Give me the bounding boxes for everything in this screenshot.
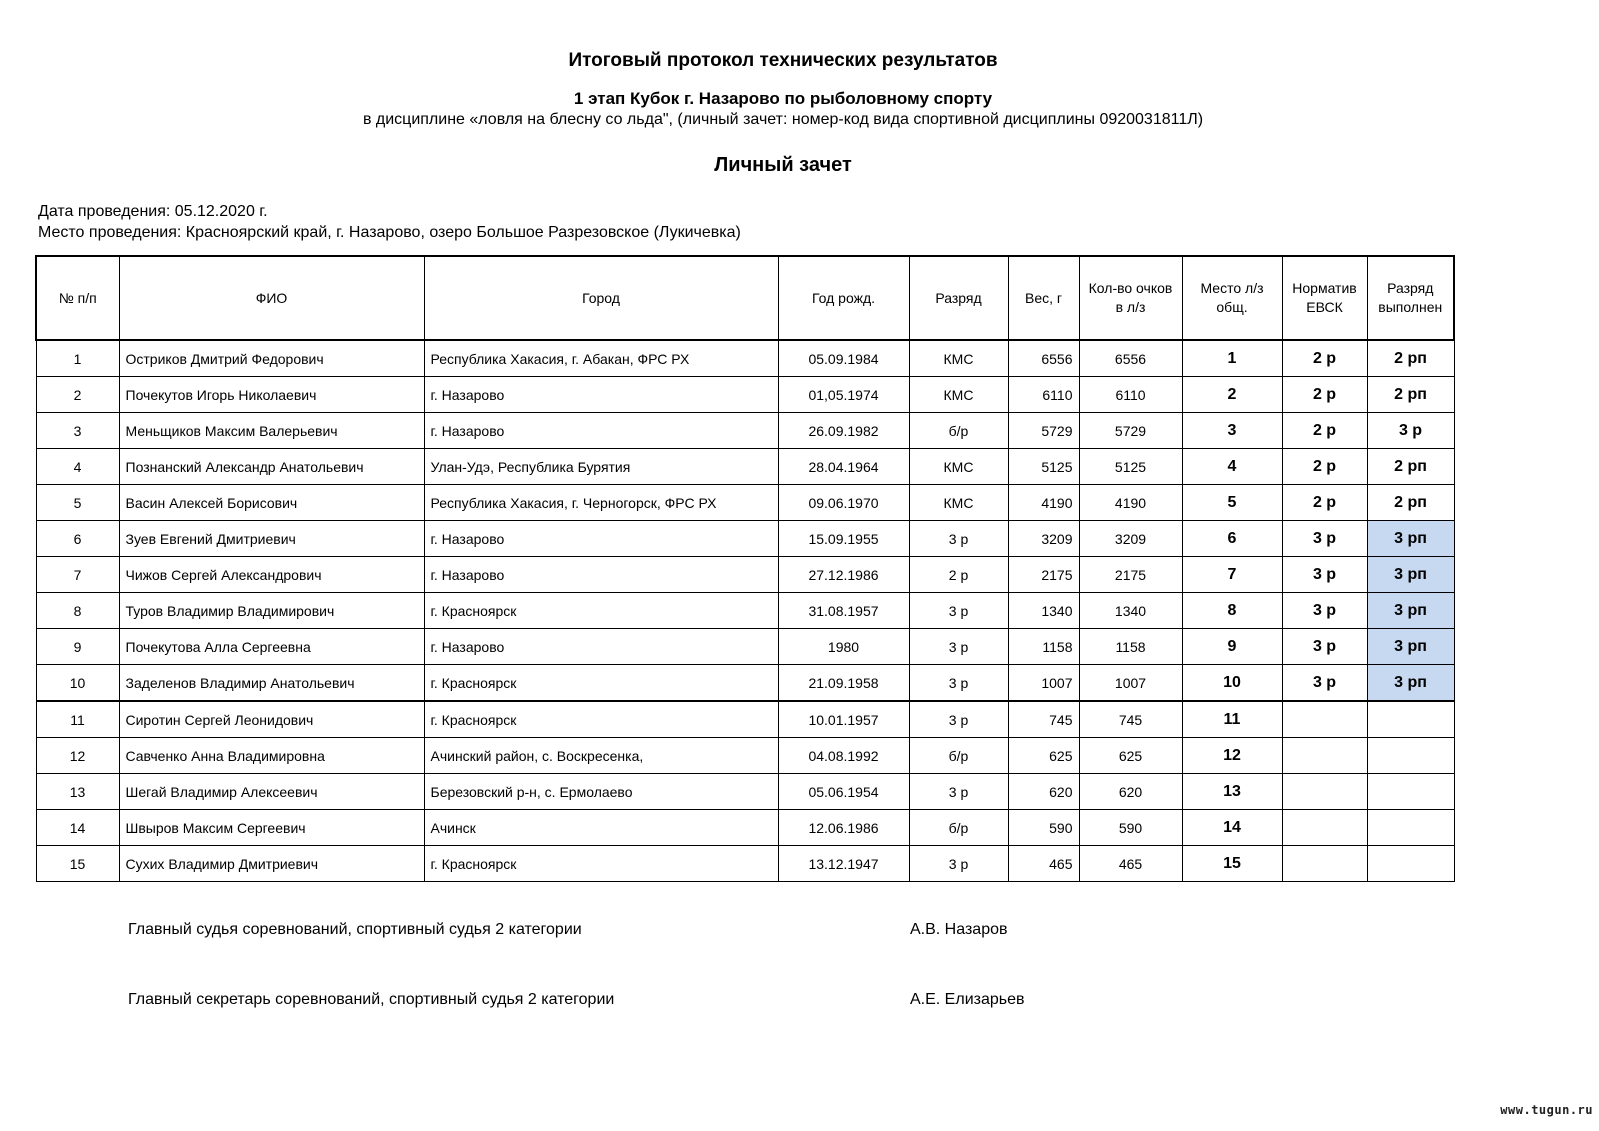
cell-weight: 5729 xyxy=(1008,413,1079,449)
cell-name: Почекутов Игорь Николаевич xyxy=(119,377,424,413)
cell-norm xyxy=(1282,810,1367,846)
cell-birth: 05.09.1984 xyxy=(778,340,909,377)
cell-city: Березовский р-н, с. Ермолаево xyxy=(424,774,778,810)
cell-achieved: 3 рп xyxy=(1367,557,1454,593)
cell-place: 10 xyxy=(1182,665,1282,702)
cell-place: 6 xyxy=(1182,521,1282,557)
cell-number: 11 xyxy=(36,701,119,738)
cell-city: Республика Хакасия, г. Абакан, ФРС РХ xyxy=(424,340,778,377)
cell-achieved: 3 р xyxy=(1367,413,1454,449)
table-row xyxy=(36,846,1454,882)
cell-place: 3 xyxy=(1182,413,1282,449)
cell-weight: 625 xyxy=(1008,738,1079,774)
cell-weight: 590 xyxy=(1008,810,1079,846)
document-title: Итоговый протокол технических результатов xyxy=(568,50,998,71)
cell-place: 12 xyxy=(1182,738,1282,774)
cell-number: 6 xyxy=(36,521,119,557)
cell-name: Васин Алексей Борисович xyxy=(119,485,424,521)
cell-number: 1 xyxy=(36,340,119,377)
cell-points: 625 xyxy=(1079,738,1182,774)
cell-birth: 26.09.1982 xyxy=(778,413,909,449)
table-row xyxy=(36,738,1454,774)
cell-birth: 10.01.1957 xyxy=(778,701,909,738)
cell-norm xyxy=(1282,774,1367,810)
cell-points: 6110 xyxy=(1079,377,1182,413)
cell-number: 2 xyxy=(36,377,119,413)
cell-birth: 21.09.1958 xyxy=(778,665,909,702)
cell-points: 2175 xyxy=(1079,557,1182,593)
cell-place: 2 xyxy=(1182,377,1282,413)
col-header-points: Кол-во очков в л/з xyxy=(1079,256,1182,340)
col-header-number: № п/п xyxy=(36,256,119,340)
cell-weight: 4190 xyxy=(1008,485,1079,521)
cell-city: г. Красноярск xyxy=(424,701,778,738)
cell-place: 13 xyxy=(1182,774,1282,810)
cell-name: Заделенов Владимир Анатольевич xyxy=(119,665,424,702)
cell-place: 15 xyxy=(1182,846,1282,882)
table-row xyxy=(36,665,1454,702)
cell-points: 1340 xyxy=(1079,593,1182,629)
cell-rank: б/р xyxy=(909,810,1008,846)
cell-birth: 15.09.1955 xyxy=(778,521,909,557)
cell-achieved: 2 рп xyxy=(1367,377,1454,413)
col-header-achieved: Разряд выполнен xyxy=(1367,256,1454,340)
cell-number: 12 xyxy=(36,738,119,774)
cell-place: 9 xyxy=(1182,629,1282,665)
cell-weight: 1340 xyxy=(1008,593,1079,629)
cell-city: Ачинск xyxy=(424,810,778,846)
cell-achieved: 2 рп xyxy=(1367,340,1454,377)
cell-number: 15 xyxy=(36,846,119,882)
cell-place: 14 xyxy=(1182,810,1282,846)
col-header-norm: Норматив ЕВСК xyxy=(1282,256,1367,340)
cell-achieved: 3 рп xyxy=(1367,665,1454,702)
cell-place: 4 xyxy=(1182,449,1282,485)
competition-title: 1 этап Кубок г. Назарово по рыболовному спорту xyxy=(573,89,993,108)
cell-weight: 465 xyxy=(1008,846,1079,882)
section-title: Личный зачет xyxy=(714,154,852,176)
cell-achieved xyxy=(1367,701,1454,738)
cell-points: 465 xyxy=(1079,846,1182,882)
cell-rank: 3 р xyxy=(909,629,1008,665)
cell-birth: 27.12.1986 xyxy=(778,557,909,593)
cell-achieved: 3 рп xyxy=(1367,521,1454,557)
cell-weight: 3209 xyxy=(1008,521,1079,557)
cell-name: Остриков Дмитрий Федорович xyxy=(119,340,424,377)
cell-name: Сухих Владимир Дмитриевич xyxy=(119,846,424,882)
cell-number: 13 xyxy=(36,774,119,810)
discipline-line: в дисциплине «ловля на блесну со льда", (личный зачет: номер-код вида спортивной дисциплины 0920031811Л) xyxy=(362,111,1204,128)
col-header-weight: Вес, г xyxy=(1008,256,1079,340)
col-header-rank: Разряд xyxy=(909,256,1008,340)
cell-place: 11 xyxy=(1182,701,1282,738)
cell-place: 1 xyxy=(1182,340,1282,377)
cell-norm: 2 р xyxy=(1282,485,1367,521)
col-header-city: Город xyxy=(424,256,778,340)
event-place: Место проведения: Красноярский край, г. Назарово, озеро Большое Разрезовское (Лукичевка) xyxy=(38,224,741,241)
cell-norm: 2 р xyxy=(1282,377,1367,413)
cell-rank: КМС xyxy=(909,449,1008,485)
cell-norm xyxy=(1282,738,1367,774)
cell-birth: 04.08.1992 xyxy=(778,738,909,774)
cell-norm: 3 р xyxy=(1282,521,1367,557)
col-header-birth: Год рожд. xyxy=(778,256,909,340)
table-row xyxy=(36,557,1454,593)
judge-role: Главный судья соревнований, спортивный судья 2 категории xyxy=(128,921,582,938)
table-header-row xyxy=(36,256,1454,340)
cell-weight: 2175 xyxy=(1008,557,1079,593)
cell-birth: 1980 xyxy=(778,629,909,665)
cell-name: Швыров Максим Сергеевич xyxy=(119,810,424,846)
cell-points: 4190 xyxy=(1079,485,1182,521)
judge-name: А.В. Назаров xyxy=(910,921,1008,938)
cell-weight: 745 xyxy=(1008,701,1079,738)
cell-city: г. Назарово xyxy=(424,557,778,593)
cell-name: Савченко Анна Владимировна xyxy=(119,738,424,774)
cell-points: 3209 xyxy=(1079,521,1182,557)
cell-achieved: 3 рп xyxy=(1367,593,1454,629)
cell-weight: 1158 xyxy=(1008,629,1079,665)
table-row xyxy=(36,701,1454,738)
cell-name: Туров Владимир Владимирович xyxy=(119,593,424,629)
cell-rank: 3 р xyxy=(909,846,1008,882)
cell-place: 8 xyxy=(1182,593,1282,629)
cell-points: 745 xyxy=(1079,701,1182,738)
cell-points: 1007 xyxy=(1079,665,1182,702)
cell-norm: 2 р xyxy=(1282,413,1367,449)
cell-points: 6556 xyxy=(1079,340,1182,377)
cell-norm: 3 р xyxy=(1282,593,1367,629)
cell-number: 7 xyxy=(36,557,119,593)
cell-name: Почекутова Алла Сергеевна xyxy=(119,629,424,665)
cell-norm xyxy=(1282,846,1367,882)
cell-rank: 3 р xyxy=(909,701,1008,738)
cell-number: 5 xyxy=(36,485,119,521)
cell-weight: 1007 xyxy=(1008,665,1079,702)
cell-achieved: 2 рп xyxy=(1367,485,1454,521)
cell-achieved xyxy=(1367,738,1454,774)
col-header-place: Место л/з общ. xyxy=(1182,256,1282,340)
cell-number: 10 xyxy=(36,665,119,702)
table-row xyxy=(36,593,1454,629)
cell-rank: б/р xyxy=(909,413,1008,449)
cell-place: 5 xyxy=(1182,485,1282,521)
cell-name: Шегай Владимир Алексеевич xyxy=(119,774,424,810)
cell-number: 4 xyxy=(36,449,119,485)
event-date: Дата проведения: 05.12.2020 г. xyxy=(38,203,268,220)
table-row xyxy=(36,449,1454,485)
secretary-role: Главный секретарь соревнований, спортивный судья 2 категории xyxy=(128,991,615,1008)
cell-number: 14 xyxy=(36,810,119,846)
cell-points: 5729 xyxy=(1079,413,1182,449)
cell-city: Республика Хакасия, г. Черногорск, ФРС РХ xyxy=(424,485,778,521)
cell-birth: 13.12.1947 xyxy=(778,846,909,882)
cell-points: 590 xyxy=(1079,810,1182,846)
cell-birth: 05.06.1954 xyxy=(778,774,909,810)
col-header-name: ФИО xyxy=(119,256,424,340)
cell-city: г. Назарово xyxy=(424,629,778,665)
watermark: www.tugun.ru xyxy=(1500,1103,1593,1117)
cell-city: г. Красноярск xyxy=(424,593,778,629)
cell-birth: 31.08.1957 xyxy=(778,593,909,629)
cell-name: Познанский Александр Анатольевич xyxy=(119,449,424,485)
cell-name: Сиротин Сергей Леонидович xyxy=(119,701,424,738)
cell-number: 8 xyxy=(36,593,119,629)
cell-norm: 3 р xyxy=(1282,665,1367,702)
table-row xyxy=(36,629,1454,665)
cell-achieved: 2 рп xyxy=(1367,449,1454,485)
table-row xyxy=(36,413,1454,449)
cell-rank: КМС xyxy=(909,485,1008,521)
cell-birth: 01,05.1974 xyxy=(778,377,909,413)
cell-city: г. Красноярск xyxy=(424,846,778,882)
cell-city: Улан-Удэ, Республика Бурятия xyxy=(424,449,778,485)
cell-weight: 6556 xyxy=(1008,340,1079,377)
cell-rank: КМС xyxy=(909,340,1008,377)
cell-number: 9 xyxy=(36,629,119,665)
cell-name: Меньщиков Максим Валерьевич xyxy=(119,413,424,449)
cell-city: г. Красноярск xyxy=(424,665,778,702)
cell-achieved: 3 рп xyxy=(1367,629,1454,665)
cell-norm: 3 р xyxy=(1282,557,1367,593)
cell-norm: 3 р xyxy=(1282,629,1367,665)
secretary-name: А.Е. Елизарьев xyxy=(910,991,1025,1008)
cell-city: г. Назарово xyxy=(424,521,778,557)
cell-rank: 3 р xyxy=(909,774,1008,810)
cell-weight: 5125 xyxy=(1008,449,1079,485)
table-row xyxy=(36,774,1454,810)
cell-norm: 2 р xyxy=(1282,449,1367,485)
table-row xyxy=(36,340,1454,377)
cell-achieved xyxy=(1367,846,1454,882)
table-row xyxy=(36,810,1454,846)
cell-name: Чижов Сергей Александрович xyxy=(119,557,424,593)
cell-norm: 2 р xyxy=(1282,340,1367,377)
cell-norm xyxy=(1282,701,1367,738)
table-row xyxy=(36,485,1454,521)
cell-birth: 28.04.1964 xyxy=(778,449,909,485)
cell-points: 5125 xyxy=(1079,449,1182,485)
cell-points: 620 xyxy=(1079,774,1182,810)
cell-name: Зуев Евгений Дмитриевич xyxy=(119,521,424,557)
cell-birth: 09.06.1970 xyxy=(778,485,909,521)
cell-city: Ачинский район, с. Воскресенка, xyxy=(424,738,778,774)
cell-rank: КМС xyxy=(909,377,1008,413)
cell-points: 1158 xyxy=(1079,629,1182,665)
cell-birth: 12.06.1986 xyxy=(778,810,909,846)
cell-rank: 3 р xyxy=(909,593,1008,629)
cell-number: 3 xyxy=(36,413,119,449)
cell-achieved xyxy=(1367,774,1454,810)
cell-weight: 620 xyxy=(1008,774,1079,810)
cell-rank: 2 р xyxy=(909,557,1008,593)
cell-place: 7 xyxy=(1182,557,1282,593)
cell-rank: 3 р xyxy=(909,521,1008,557)
cell-achieved xyxy=(1367,810,1454,846)
table-row xyxy=(36,521,1454,557)
results-table xyxy=(35,255,1455,882)
cell-city: г. Назарово xyxy=(424,377,778,413)
cell-city: г. Назарово xyxy=(424,413,778,449)
table-row xyxy=(36,377,1454,413)
cell-rank: б/р xyxy=(909,738,1008,774)
cell-weight: 6110 xyxy=(1008,377,1079,413)
cell-rank: 3 р xyxy=(909,665,1008,702)
